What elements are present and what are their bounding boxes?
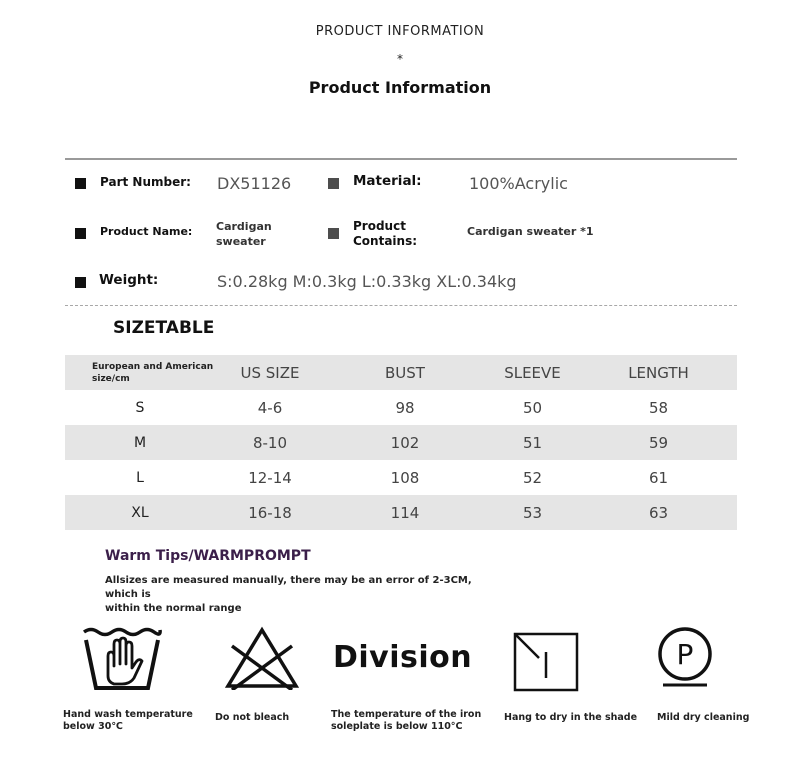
table-row	[65, 495, 737, 530]
bullet-square-icon	[328, 228, 339, 239]
table-cell: 16-18	[215, 495, 325, 530]
divider-top	[65, 158, 737, 160]
page-title: Product Information	[308, 78, 492, 97]
bullet-square-icon	[75, 277, 86, 288]
table-cell: 12-14	[248, 468, 292, 487]
header-star: *	[397, 52, 403, 66]
table-cell: M	[65, 425, 215, 460]
bullet-square-icon	[75, 178, 86, 189]
table-header-cell: BUST	[325, 355, 485, 390]
no-bleach-label: Do not bleach	[215, 712, 290, 723]
table-cell: L	[136, 469, 144, 486]
material-value: 100%Acrylic	[469, 174, 568, 193]
table-cell: 114	[325, 495, 485, 530]
weight-label: Weight:	[99, 272, 159, 288]
no-bleach-icon	[224, 626, 300, 690]
dry-clean-letter: P	[676, 638, 694, 671]
table-header-cell: SLEEVE	[485, 355, 580, 390]
hand-wash-icon	[82, 626, 162, 692]
table-cell: 59	[580, 425, 737, 460]
table-cell: 8-10	[215, 425, 325, 460]
bullet-square-icon	[328, 178, 339, 189]
table-cell: 98	[395, 398, 415, 417]
table-cell: XL	[65, 495, 215, 530]
material-label: Material:	[353, 173, 422, 189]
part-number-value: DX51126	[217, 174, 292, 193]
part-number-label: Part Number:	[100, 175, 191, 189]
table-cell: 102	[325, 425, 485, 460]
table-header-cell: European and American size/cm	[65, 355, 215, 390]
weight-value: S:0.28kg M:0.3kg L:0.33kg XL:0.34kg	[217, 272, 517, 291]
product-contains-label: Product Contains:	[353, 219, 418, 248]
table-cell: 63	[580, 495, 737, 530]
division-label: Division	[333, 640, 473, 675]
table-cell: S	[135, 399, 145, 416]
divider-dashed	[65, 305, 737, 306]
table-row	[65, 390, 737, 425]
table-header-row	[65, 355, 737, 390]
warm-tips-text: Allsizes are measured manually, there may be an error of 2-3CM, which is within the normal range	[105, 575, 472, 614]
bullet-square-icon	[75, 228, 86, 239]
table-row	[65, 425, 737, 460]
product-name-value: Cardigan sweater	[216, 220, 272, 248]
product-name-label: Product Name:	[100, 225, 193, 238]
table-cell: 50	[522, 398, 543, 417]
product-contains-value: Cardigan sweater *1	[467, 225, 594, 238]
table-cell: 61	[648, 468, 669, 487]
dry-clean-icon	[655, 626, 715, 688]
table-cell: 58	[648, 398, 669, 417]
table-row	[65, 460, 737, 495]
table-header-cell: US SIZE	[215, 355, 325, 390]
dry-clean-label: Mild dry cleaning	[657, 712, 750, 723]
iron-label: The temperature of the iron soleplate is below 110°C	[331, 709, 482, 732]
hand-wash-label: Hand wash temperature below 30℃	[63, 709, 193, 732]
warm-tips-title: Warm Tips/WARMPROMPT	[105, 548, 311, 564]
table-cell: 4-6	[257, 398, 283, 417]
size-table	[65, 355, 737, 530]
table-cell: 108	[390, 468, 420, 487]
hang-dry-shade-icon	[513, 632, 579, 692]
sizetable-title: SIZETABLE	[113, 318, 215, 338]
header-subtitle: PRODUCT INFORMATION	[315, 24, 485, 39]
table-cell: 52	[522, 468, 543, 487]
table-header-cell: LENGTH	[580, 355, 737, 390]
hang-dry-label: Hang to dry in the shade	[504, 712, 638, 723]
table-cell: 51	[485, 425, 580, 460]
table-cell: 53	[485, 495, 580, 530]
